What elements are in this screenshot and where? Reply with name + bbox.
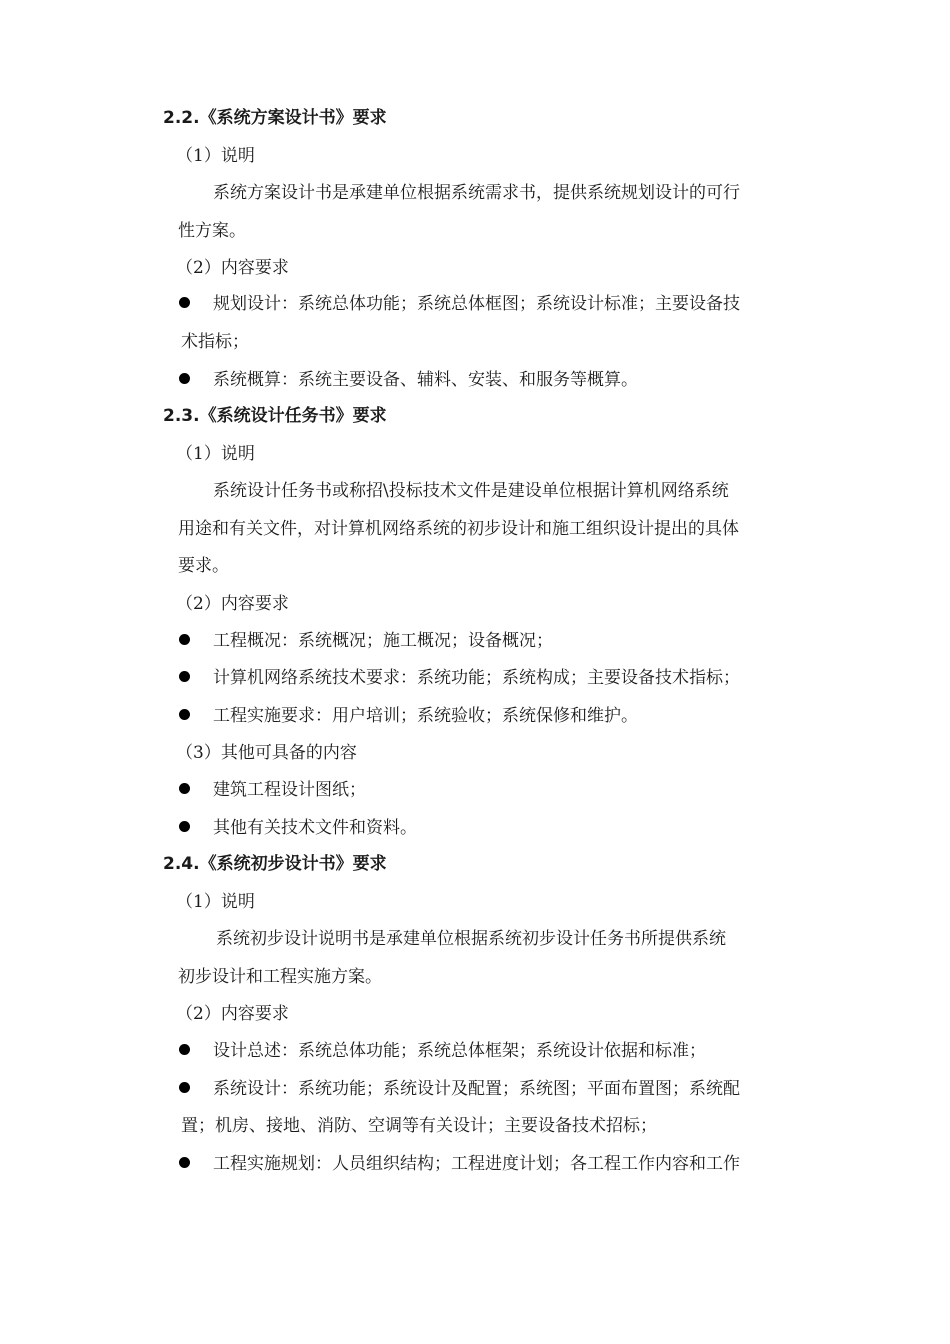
paragraph-line: 性方案。 <box>178 221 246 241</box>
subheading: （2）内容要求 <box>176 258 289 278</box>
bullet-icon <box>179 373 190 384</box>
bullet-line: 系统设计：系统功能；系统设计及配置；系统图；平面布置图；系统配 <box>213 1079 740 1099</box>
section-heading: 2.4.《系统初步设计书》要求 <box>163 854 387 874</box>
subheading: （2）内容要求 <box>176 1004 289 1024</box>
bullet-icon <box>179 671 190 682</box>
bullet-line: 设计总述：系统总体功能；系统总体框架；系统设计依据和标准； <box>213 1041 706 1061</box>
paragraph-line: 系统方案设计书是承建单位根据系统需求书，提供系统规划设计的可行 <box>213 183 740 203</box>
subheading: （1）说明 <box>176 892 255 912</box>
subheading: （3）其他可具备的内容 <box>176 743 357 763</box>
bullet-icon <box>179 634 190 645</box>
bullet-line: 计算机网络系统技术要求：系统功能；系统构成；主要设备技术指标； <box>213 668 740 688</box>
paragraph-line: 系统初步设计说明书是承建单位根据系统初步设计任务书所提供系统 <box>216 929 726 949</box>
bullet-icon <box>179 1082 190 1093</box>
paragraph-line: 要求。 <box>178 556 229 576</box>
bullet-line: 其他有关技术文件和资料。 <box>213 818 417 838</box>
bullet-icon <box>179 821 190 832</box>
bullet-icon <box>179 1157 190 1168</box>
bullet-icon <box>179 709 190 720</box>
bullet-line: 规划设计：系统总体功能；系统总体框图；系统设计标准；主要设备技 <box>213 294 740 314</box>
bullet-line: 建筑工程设计图纸； <box>213 780 366 800</box>
subheading: （1）说明 <box>176 444 255 464</box>
paragraph-line: 用途和有关文件，对计算机网络系统的初步设计和施工组织设计提出的具体 <box>178 519 739 539</box>
bullet-line: 术指标； <box>181 332 249 352</box>
bullet-line: 系统概算：系统主要设备、辅料、安装、和服务等概算。 <box>213 370 638 390</box>
section-heading: 2.3.《系统设计任务书》要求 <box>163 406 387 426</box>
bullet-line: 工程实施规划：人员组织结构；工程进度计划；各工程工作内容和工作 <box>213 1154 740 1174</box>
bullet-icon <box>179 297 190 308</box>
bullet-icon <box>179 1044 190 1055</box>
subheading: （2）内容要求 <box>176 594 289 614</box>
subheading: （1）说明 <box>176 146 255 166</box>
bullet-line: 置；机房、接地、消防、空调等有关设计；主要设备技术招标； <box>181 1116 657 1136</box>
bullet-line: 工程概况：系统概况；施工概况；设备概况； <box>213 631 553 651</box>
paragraph-line: 初步设计和工程实施方案。 <box>178 967 382 987</box>
paragraph-line: 系统设计任务书或称招\投标技术文件是建设单位根据计算机网络系统 <box>213 481 729 501</box>
bullet-icon <box>179 783 190 794</box>
bullet-line: 工程实施要求：用户培训；系统验收；系统保修和维护。 <box>213 706 638 726</box>
section-heading: 2.2.《系统方案设计书》要求 <box>163 108 387 128</box>
